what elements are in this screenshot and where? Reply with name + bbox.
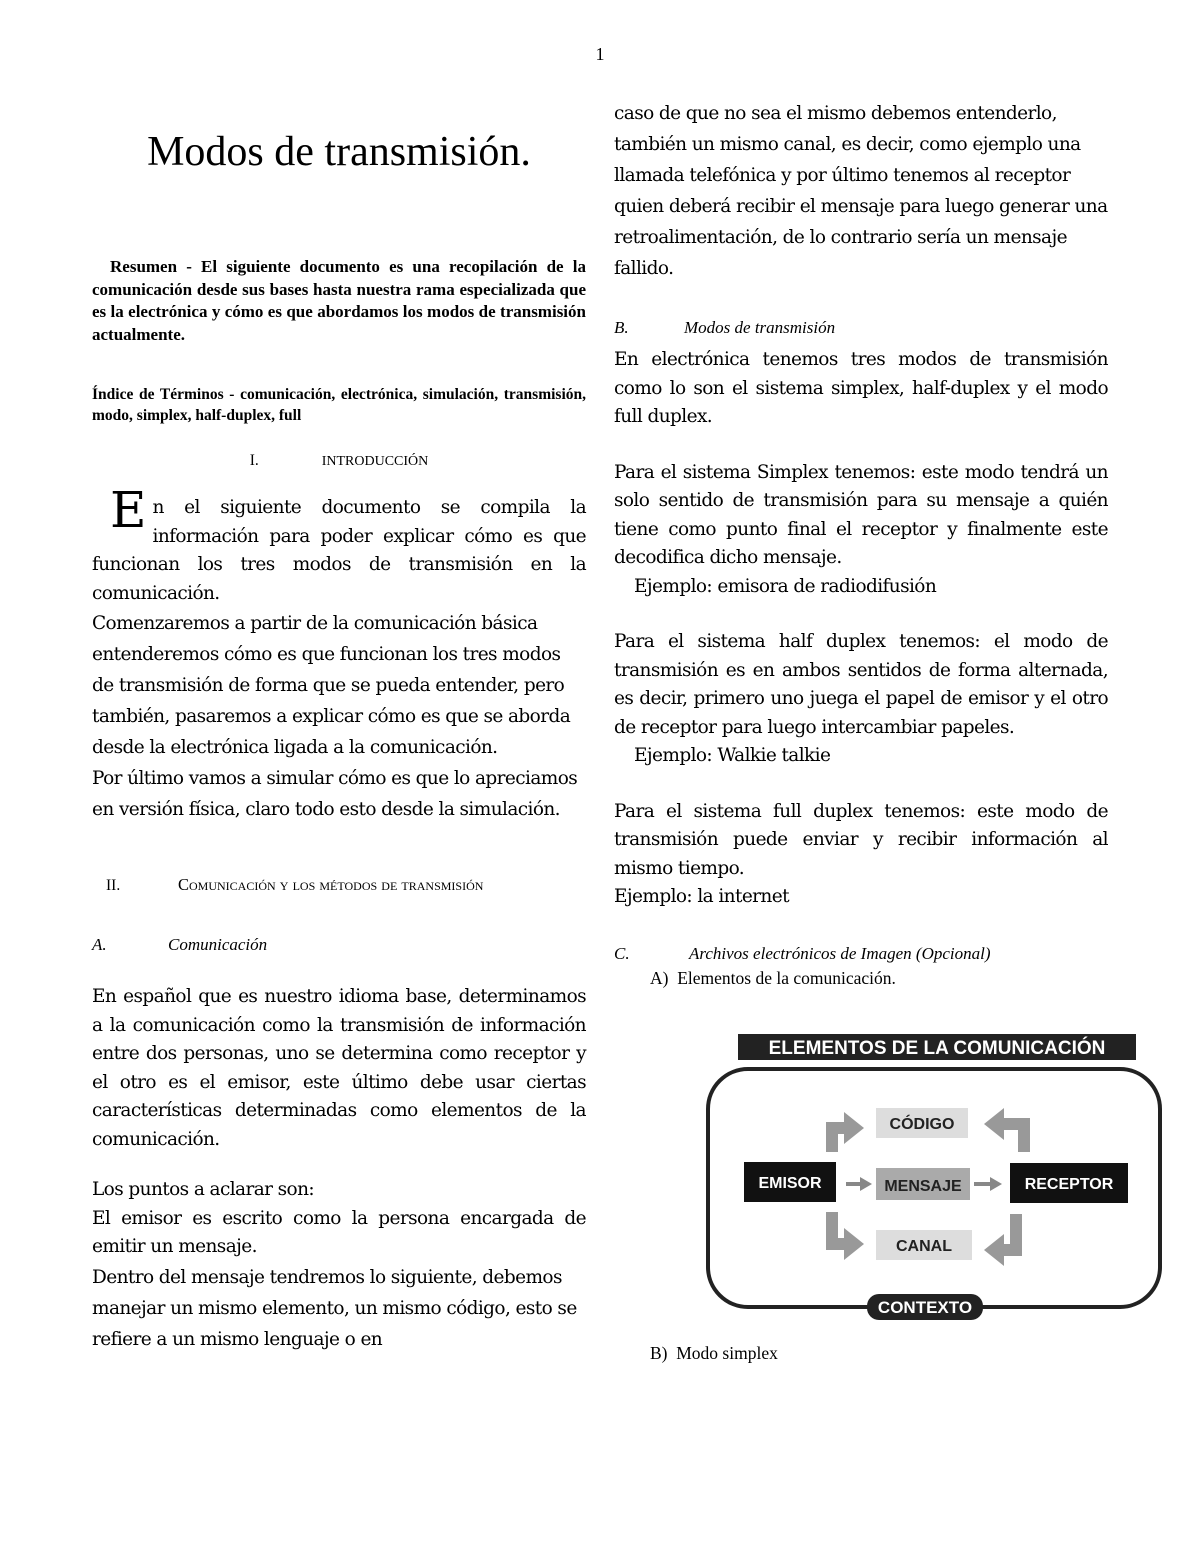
diagram-title: ELEMENTOS DE LA COMUNICACIÓN <box>768 1038 1106 1059</box>
section-heading-introduction <box>92 452 586 470</box>
subsection-letter: B. <box>614 318 629 337</box>
intro-paragraph <box>92 481 586 608</box>
arrow-canal-receptor <box>984 1214 1022 1266</box>
document-title: Modos de transmisión. <box>147 129 531 175</box>
subsection-letter: A. <box>92 935 107 954</box>
arrow-emisor-codigo <box>826 1112 864 1152</box>
example-b4: Ejemplo: la internet <box>614 886 789 907</box>
page-number: 1 <box>595 44 605 64</box>
arrow-emisor-mensaje <box>846 1177 872 1191</box>
subsection-letter: C. <box>614 943 630 963</box>
paragraph-a4: Dentro del mensaje tendremos lo siguiente, debemos manejar un mismo elemento, un mismo código, esto se refiere a un mismo lenguaje o en <box>92 1266 577 1350</box>
intro-para-2: Comenzaremos a partir de la comunicación básica entenderemos cómo es que funcionan los tres modos de transmisión de forma que se pueda entender, pero también, pasaremos a explicar cómo es que se aborda desde la electrónica ligada a la comunicación. <box>92 613 571 758</box>
figure-caption-b: B) Modo simplex <box>650 1343 778 1363</box>
section-title: Comunicación y los métodos de transmisión <box>178 875 484 894</box>
subsection-title: Archivos electrónicos de Imagen (Opcional) <box>689 943 991 963</box>
paragraph-b2: Para el sistema Simplex tenemos: este modo tendrá un solo sentido de transmisión para su mensaje a quién tiene como punto final el receptor y finalmente este decodifica dicho mensaje. <box>614 461 1108 568</box>
drop-cap: E <box>110 481 147 539</box>
figure-caption-a: A) Elementos de la comunicación. <box>650 967 896 988</box>
paragraph-a5: caso de que no sea el mismo debemos entenderlo, también un mismo canal, es decir, como ejemplo una llamada telefónica y por último tenemos al receptor quien deberá recibir el mensaje para luego generar una retroalimentación, de lo contrario sería un mensaje fallido. <box>614 103 1108 279</box>
intro-para-3: Por último vamos a simular cómo es que lo apreciamos en versión física, claro todo esto desde la simulación. <box>92 768 578 820</box>
section-number: I. <box>249 452 259 469</box>
paragraph-b4: Para el sistema full duplex tenemos: este modo de transmisión puede enviar y recibir información al mismo tiempo. <box>614 800 1108 879</box>
right-column <box>614 98 1108 989</box>
mensaje-label: MENSAJE <box>884 1178 962 1195</box>
subsection-heading-c <box>614 944 1108 964</box>
example-b2: Ejemplo: emisora de radiodifusión <box>634 575 937 597</box>
contexto-label: CONTEXTO <box>877 1298 973 1317</box>
section-number: II. <box>106 877 121 894</box>
example-b3: Ejemplo: Walkie talkie <box>634 745 831 766</box>
subsection-title: Comunicación <box>168 935 268 954</box>
arrow-codigo-receptor <box>984 1108 1030 1152</box>
section-title: INTRODUCCIÓN <box>321 454 429 469</box>
paragraph-a1: En español que es nuestro idioma base, determinamos a la comunicación como la transmisión de información entre dos personas, uno se determina como receptor y el otro es el emisor, este último debe usar ciertas características determinadas como elementos de la comunicación. <box>92 986 586 1150</box>
abstract: Resumen - El siguiente documento es una recopilación de la comunicación desde sus bases hasta nuestra rama especializada que es la electrónica y cómo es que abordamos los modos de transmisión actualmente. <box>92 257 586 344</box>
paragraph-b1: En electrónica tenemos tres modos de transmisión como lo son el sistema simplex, half-duplex y el modo full duplex. <box>614 349 1108 427</box>
subsection-heading-b <box>614 318 1108 338</box>
left-column <box>92 120 586 1355</box>
paragraph-a2: Los puntos a aclarar son: <box>92 1179 315 1200</box>
paragraph-b3: Para el sistema half duplex tenemos: el modo de transmisión es en ambos sentidos de forma alternada, es decir, primero uno juega el papel de emisor y el otro de receptor para luego intercambiar papeles. <box>614 631 1108 738</box>
subsection-heading-a <box>92 935 586 955</box>
arrow-emisor-canal <box>826 1212 864 1260</box>
emisor-label: EMISOR <box>758 1175 822 1192</box>
index-terms: Índice de Términos - comunicación, electrónica, simulación, transmisión, modo, simplex, half-duplex, full <box>92 386 586 424</box>
subsection-title: Modos de transmisión <box>684 318 836 337</box>
receptor-label: RECEPTOR <box>1024 1176 1114 1193</box>
communication-elements-diagram <box>704 1034 1164 1324</box>
canal-label: CANAL <box>896 1238 952 1255</box>
arrow-mensaje-receptor <box>974 1177 1002 1191</box>
codigo-label: CÓDIGO <box>889 1116 955 1133</box>
paragraph-a3: El emisor es escrito como la persona encargada de emitir un mensaje. <box>92 1207 586 1257</box>
section-heading-comunicacion <box>92 875 586 895</box>
intro-para-1: n el siguiente documento se compila la información para poder explicar cómo es que funcionan los tres modos de transmisión en la comunicación. <box>92 497 586 604</box>
